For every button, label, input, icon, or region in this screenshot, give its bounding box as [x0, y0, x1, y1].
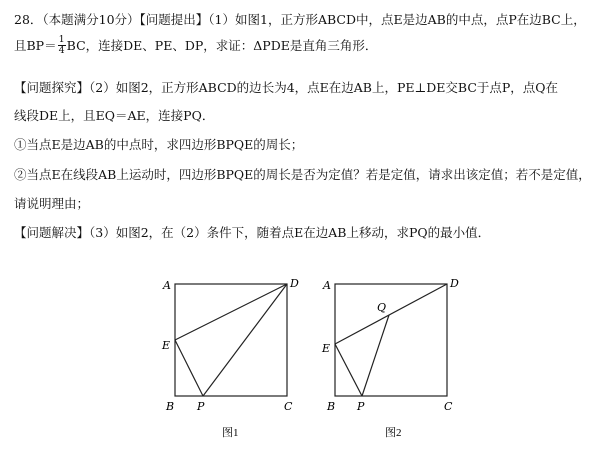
label-a: A — [323, 279, 331, 292]
fraction-numerator: 1 — [58, 34, 65, 45]
label-q: Q — [377, 301, 387, 314]
figure-1-caption: 图1 — [222, 427, 239, 439]
label-p: P — [357, 400, 365, 413]
problem-line-2 — [14, 35, 377, 56]
figure-2 — [315, 270, 475, 450]
square-abcd — [335, 284, 447, 396]
problem-line-4: 线段DE上，且EQ＝AE，连接PQ． — [14, 108, 215, 123]
problem-line-3: 【问题探究】（2）如图2，正方形ABCD的边长为4，点E在边AB上，PE⊥DE交BC于点P，点Q在 — [14, 80, 559, 95]
fraction-denominator: 4 — [58, 45, 65, 56]
label-a: A — [163, 279, 171, 292]
segment-pe — [335, 344, 362, 396]
segment-dp — [203, 284, 287, 396]
segment-de — [335, 284, 447, 344]
problem-line-2-end: BC，连接DE、PE、DP，求证：ΔPDE是直角三角形． — [66, 37, 378, 53]
fraction-one-quarter — [58, 35, 66, 56]
figure-2-caption: 图2 — [385, 427, 402, 439]
label-d: D — [450, 277, 459, 290]
problem-line-1: 28．（本题满分10分）【问题提出】（1）如图1，正方形ABCD中，点E是边AB的中点，点P在边BC上， — [14, 12, 586, 27]
label-b: B — [166, 400, 175, 413]
problem-line-7: 请说明理由； — [14, 196, 90, 211]
segment-pe — [175, 340, 203, 396]
label-e: E — [322, 342, 331, 355]
label-c: C — [284, 400, 293, 413]
problem-line-8: 【问题解决】（3）如图2，在（2）条件下，随着点E在边AB上移动，求PQ的最小值． — [14, 225, 491, 240]
label-p: P — [197, 400, 205, 413]
label-d: D — [290, 277, 299, 290]
label-c: C — [444, 400, 453, 413]
segment-de — [175, 284, 287, 340]
label-e: E — [162, 339, 171, 352]
problem-line-5: ①当点E是边AB的中点时，求四边形BPQE的周长； — [14, 137, 304, 152]
square-abcd — [175, 284, 287, 396]
problem-line-6: ②当点E在线段AB上运动时，四边形BPQE的周长是否为定值？若是定值，请求出该定值；若不是定值， — [14, 167, 591, 182]
problem-line-2-start: 且BP＝ — [14, 37, 57, 53]
figure-1 — [150, 270, 310, 450]
label-b: B — [327, 400, 336, 413]
